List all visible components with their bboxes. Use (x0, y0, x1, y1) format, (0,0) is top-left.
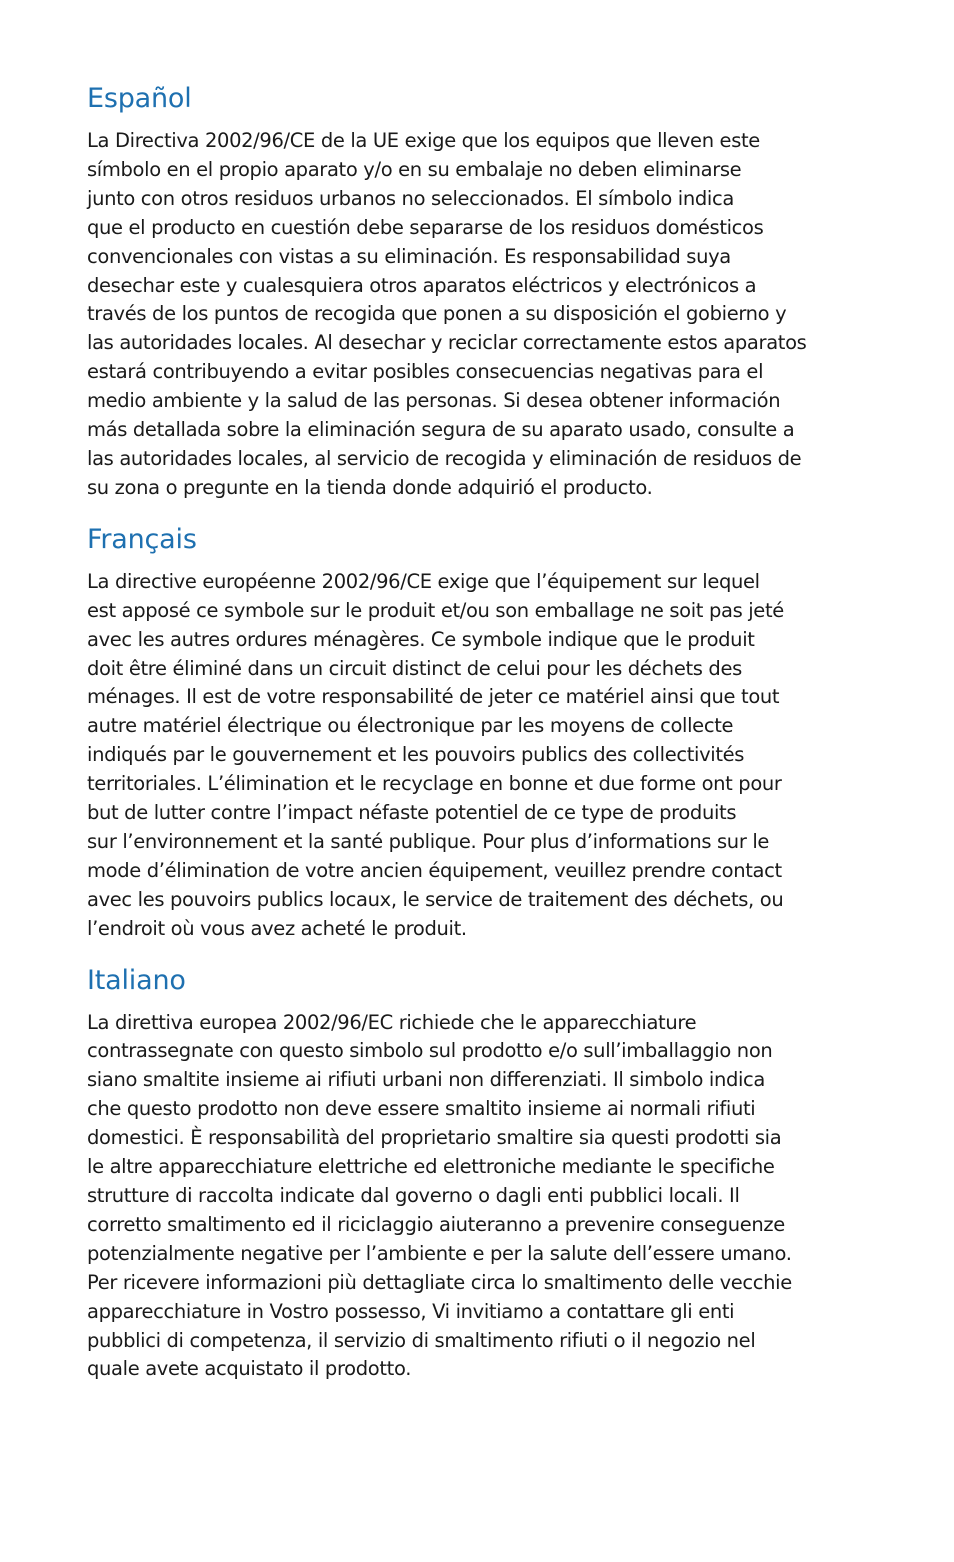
text-line: autre matériel électrique ou électronique par les moyens de collecte (87, 714, 734, 738)
text-line: che questo prodotto non deve essere smaltito insieme ai normali rifiuti (87, 1097, 756, 1121)
text-line: est apposé ce symbole sur le produit et/ou son emballage ne soit pas jeté (87, 598, 784, 622)
text-line: apparecchiature in Vostro possesso, Vi invitiamo a contattare gli enti (87, 1299, 735, 1323)
text-line: La directive européenne 2002/96/CE exige que l’équipement sur lequel (87, 569, 760, 593)
text-line: desechar este y cualesquiera otros aparatos eléctricos y electrónicos a (87, 273, 757, 297)
section-espanol (87, 82, 877, 503)
text-line: las autoridades locales, al servicio de recogida y eliminación de residuos de (87, 446, 802, 470)
section-title: Italiano (87, 964, 186, 996)
text-line: su zona o pregunte en la tienda donde adquirió el producto. (87, 475, 653, 499)
text-line: contrassegnate con questo simbolo sul prodotto e/o sull’imballaggio non (87, 1039, 773, 1063)
section-title: Español (87, 83, 192, 114)
text-line: quale avete acquistato il prodotto. (87, 1357, 412, 1381)
section-title: Français (87, 523, 197, 555)
document-page (87, 82, 877, 1404)
text-line: las autoridades locales. Al desechar y reciclar correctamente estos aparatos (87, 331, 807, 355)
text-line: siano smaltite insieme ai rifiuti urbani non differenziati. Il simbolo indica (87, 1068, 766, 1092)
text-line: l’endroit où vous avez acheté le produit. (87, 916, 467, 940)
section-body (87, 568, 877, 944)
text-line: través de los puntos de recogida que ponen a su disposición el gobierno y (87, 302, 787, 326)
text-line: strutture di raccolta indicate dal governo o dagli enti pubblici locali. Il (87, 1184, 740, 1207)
text-line: potenzialmente negative per l’ambiente e per la salute dell’essere umano. (87, 1241, 792, 1265)
text-line: Per ricevere informazioni più dettagliate circa lo smaltimento delle vecchie (87, 1270, 792, 1294)
text-line: ménages. Il est de votre responsabilité de jeter ce matériel ainsi que tout (87, 685, 780, 709)
text-line: corretto smaltimento ed il riciclaggio aiuteranno a prevenire conseguenze (87, 1212, 785, 1236)
text-line: que el producto en cuestión debe separarse de los residuos domésticos (87, 215, 764, 239)
text-line: pubblici di competenza, il servizio di smaltimento rifiuti o il negozio nel (87, 1328, 756, 1352)
section-italiano (87, 964, 877, 1385)
text-line: símbolo en el propio aparato y/o en su embalaje no deben eliminarse (87, 157, 742, 181)
text-line: avec les pouvoirs publics locaux, le service de traitement des déchets, ou (87, 887, 784, 911)
text-line: medio ambiente y la salud de las personas. Si desea obtener información (87, 389, 781, 413)
text-line: territoriales. L’élimination et le recyclage en bonne et due forme ont pour (87, 772, 782, 796)
text-line: junto con otros residuos urbanos no seleccionados. El símbolo indica (87, 186, 734, 210)
section-body (87, 127, 877, 503)
text-line: La direttiva europea 2002/96/EC richiede che le apparecchiature (87, 1010, 697, 1034)
text-line: domestici. È responsabilità del proprietario smaltire sia questi prodotti sia (87, 1126, 782, 1150)
text-line: sur l’environnement et la santé publique. Pour plus d’informations sur le (87, 829, 770, 853)
section-body (87, 1009, 877, 1385)
text-line: doit être éliminé dans un circuit distinct de celui pour les déchets des (87, 656, 742, 680)
text-line: indiqués par le gouvernement et les pouvoirs publics des collectivités (87, 743, 745, 767)
text-line: le altre apparecchiature elettriche ed elettroniche mediante le specifiche (87, 1155, 775, 1179)
text-line: estará contribuyendo a evitar posibles consecuencias negativas para el (87, 360, 764, 384)
text-line: mode d’élimination de votre ancien équipement, veuillez prendre contact (87, 858, 782, 882)
text-line: La Directiva 2002/96/CE de la UE exige que los equipos que lleven este (87, 129, 760, 152)
text-line: más detallada sobre la eliminación segura de su aparato usado, consulte a (87, 418, 795, 442)
text-line: convencionales con vistas a su eliminación. Es responsabilidad suya (87, 244, 731, 268)
text-line: but de lutter contre l’impact néfaste potentiel de ce type de produits (87, 801, 737, 825)
section-francais (87, 523, 877, 944)
text-line: avec les autres ordures ménagères. Ce symbole indique que le produit (87, 627, 755, 651)
